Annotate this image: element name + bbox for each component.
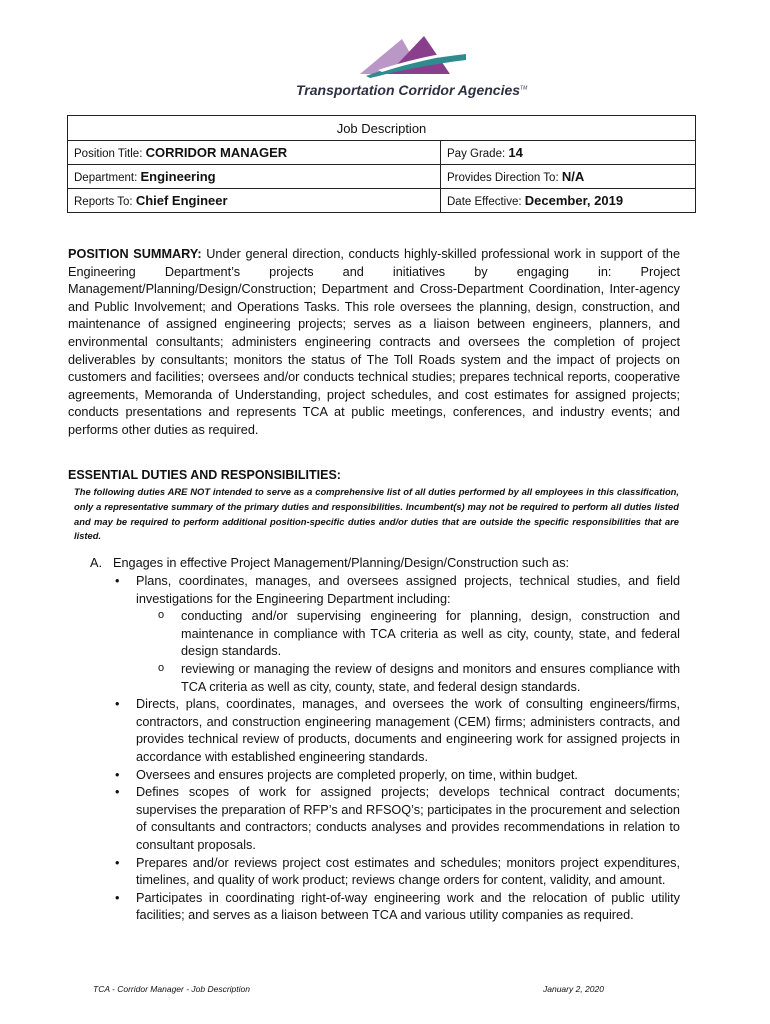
position-summary-label: POSITION SUMMARY:: [68, 247, 202, 261]
sub-list-item: [136, 608, 680, 661]
department-cell: [68, 165, 441, 189]
duty-text: Plans, coordinates, manages, and oversees assigned projects, technical studies, and field investigations for the Engineering Department including:: [136, 574, 680, 606]
list-item: [112, 573, 680, 696]
pay-grade-cell: [441, 141, 696, 165]
tca-logo: [296, 34, 546, 104]
provides-direction-label: Provides Direction To:: [447, 172, 559, 184]
duties-list: [112, 573, 680, 925]
sub-duty-text: reviewing or managing the review of designs and monitors and ensures compliance with TCA criteria as well as city, county, state, and federal design standards.: [181, 661, 680, 694]
position-title-value: CORRIDOR MANAGER: [145, 145, 288, 160]
sub-duties-list: [136, 608, 680, 696]
position-title-label: Position Title:: [74, 148, 143, 160]
duty-text: Defines scopes of work for assigned projects; develops technical contract documents; supervises the preparation of RFP’s and RFSOQ’s; participates in the procurement and selection of consultants and contractors; conducts analyses and provides recommendations in relation to consultant proposals.: [136, 785, 680, 852]
position-summary: [68, 246, 680, 440]
logo-wordmark: Transportation Corridor Agencies™: [296, 82, 528, 98]
list-item: [112, 696, 680, 766]
provides-direction-cell: [441, 165, 696, 189]
list-item: [112, 855, 680, 890]
date-effective-label: Date Effective:: [447, 196, 522, 208]
table-heading: Job Description: [68, 116, 696, 141]
footer-document-name: TCA - Corridor Manager - Job Description: [93, 984, 250, 994]
department-label: Department:: [74, 172, 138, 184]
department-value: Engineering: [140, 169, 216, 184]
mountain-swoosh-icon: [358, 34, 468, 78]
duty-text: Prepares and/or reviews project cost estimates and schedules; monitors project expenditures, timelines, and quality of work product; reviews change orders for content, validity, and amount.: [136, 855, 680, 888]
essential-duties-disclaimer: The following duties ARE NOT intended to serve as a comprehensive list of all duties performed by all employees in this classification, only a representative summary of the primary duties and responsibilities. Incumbent(s) may not be required to perform all duties listed and may be required to perform additional position-specific duties and/or duties that are outside the specific responsibilities that are listed.: [74, 486, 679, 542]
sub-duty-text: conducting and/or supervising engineering for planning, design, construction and maintenance in compliance with TCA criteria as well as city, county, state, and federal design standards.: [181, 609, 680, 659]
section-a-label: A.: [90, 556, 102, 570]
reports-to-value: Chief Engineer: [135, 193, 228, 208]
essential-duties-heading: ESSENTIAL DUTIES AND RESPONSIBILITIES:: [68, 468, 341, 482]
reports-to-label: Reports To:: [74, 196, 133, 208]
reports-to-cell: [68, 189, 441, 213]
sub-list-item: [136, 661, 680, 696]
position-title-cell: [68, 141, 441, 165]
pay-grade-value: 14: [508, 145, 523, 160]
provides-direction-value: N/A: [561, 169, 585, 184]
position-summary-text: Under general direction, conducts highly-skilled professional work in support of the Engineering Department’s projects and initiatives by engaging in: Project Management/Planning/Design/Construction; Department and Cross-Department Coordination, Inter-agency and Public Involvement; and Operations Tasks. This role oversees the planning, design, construction, and maintenance of assigned engineering projects; serves as a liaison between engineers, planners, and environmental consultants; administers engineering contracts and oversees the completion of project deliverables by consultants; monitors the status of The Toll Roads system and the impact of projects on customers and facilities; oversees and/or conducts technical studies; prepares technical reports, cooperative agreements, Memoranda of Understanding, project schedules, and cost estimates for assigned projects; conducts presentations and represents TCA at public meetings, conferences, and industry events; and performs other duties as required.: [68, 247, 680, 437]
list-item: [112, 767, 680, 785]
duty-text: Oversees and ensures projects are completed properly, on time, within budget.: [136, 767, 578, 782]
footer-date: January 2, 2020: [543, 984, 604, 994]
section-a-heading: [90, 556, 569, 570]
list-item: [112, 890, 680, 925]
duty-text: Directs, plans, coordinates, manages, and oversees the work of consulting engineers/firms, contractors, and construction engineering management (CEM) firms; administers contracts, and provides technical review of products, documents and engineering work for assigned projects in accordance with established engineering standards.: [136, 697, 680, 764]
section-a-title: Engages in effective Project Management/Planning/Design/Construction such as:: [113, 556, 570, 570]
date-effective-value: December, 2019: [524, 193, 624, 208]
pay-grade-label: Pay Grade:: [447, 148, 506, 160]
date-effective-cell: [441, 189, 696, 213]
list-item: [112, 784, 680, 854]
job-info-table: [67, 115, 696, 213]
duty-text: Participates in coordinating right-of-way engineering work and the relocation of public utility facilities; and serves as a liaison between TCA and various utility companies as required.: [136, 890, 680, 923]
